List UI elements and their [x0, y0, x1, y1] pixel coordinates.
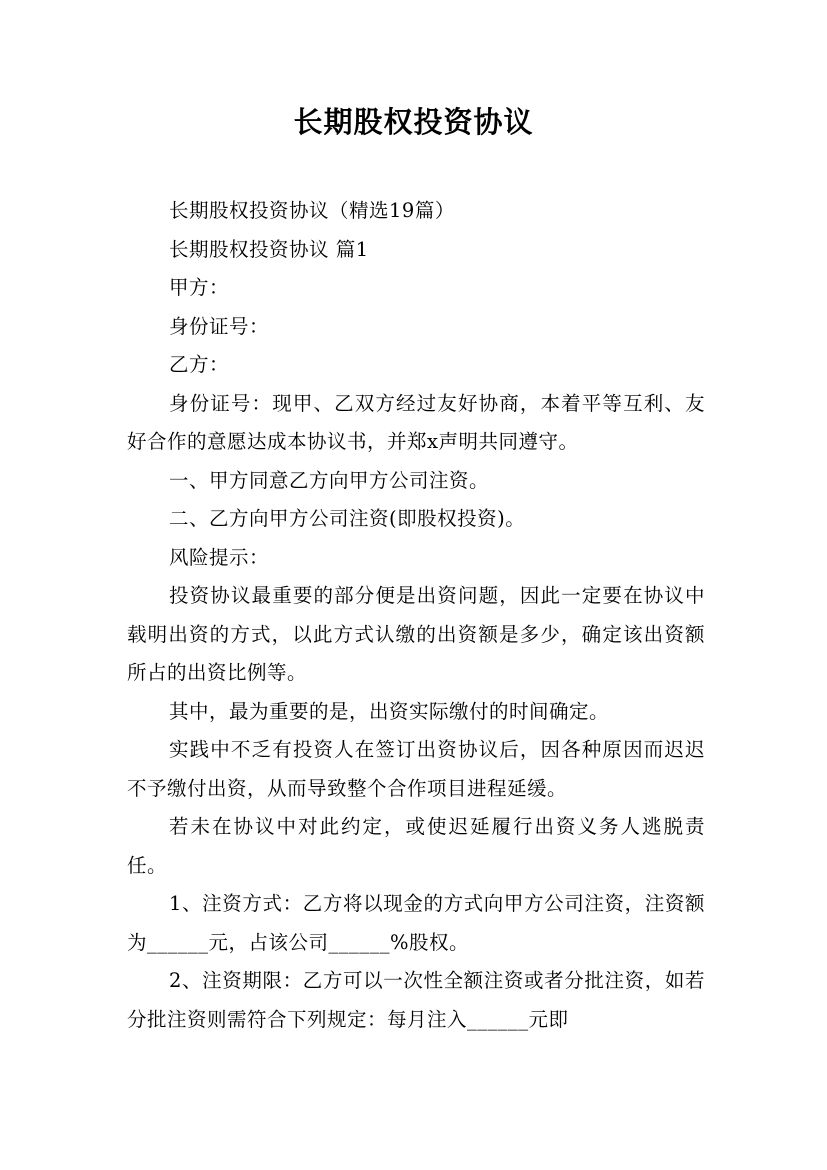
paragraph-investment-term: 2、注资期限：乙方可以一次性全额注资或者分批注资，如若分批注资则需符合下列规定：每月注入______元即	[127, 969, 705, 1031]
paragraph-chapter-title: 长期股权投资协议 篇1	[169, 237, 369, 261]
document-title: 长期股权投资协议	[293, 105, 534, 139]
paragraph-party-b: 乙方：	[169, 353, 230, 376]
paragraph-risk-2: 其中，最为重要的是，出资实际缴付的时间确定。	[169, 699, 610, 723]
paragraph-party-a: 甲方：	[169, 276, 230, 299]
paragraph-investment-method: 1、注资方式：乙方将以现金的方式向甲方公司注资，注资额为______元，占该公司______%股权。	[127, 892, 705, 954]
document-body	[127, 192, 705, 1039]
paragraph-clause-1: 一、甲方同意乙方向甲方公司注资。	[169, 468, 490, 492]
paragraph-heading-collection: 长期股权投资协议（精选19篇）	[169, 199, 455, 222]
paragraph-risk-3: 实践中不乏有投资人在签订出资协议后，因各种原因而迟迟不予缴付出资，从而导致整个合作项目进程延缓。	[127, 738, 705, 800]
paragraph-clause-2: 二、乙方向甲方公司注资(即股权投资)。	[169, 507, 526, 530]
paragraph-risk-4: 若未在协议中对此约定，或使迟延履行出资义务人逃脱责任。	[127, 815, 705, 877]
paragraph-party-a-id: 身份证号：	[169, 314, 270, 338]
paragraph-risk-heading: 风险提示：	[169, 545, 270, 569]
paragraph-party-b-id-preamble: 身份证号：现甲、乙双方经过友好协商，本着平等互利、友好合作的意愿达成本协议书，并郑x声明共同遵守。	[127, 391, 705, 453]
paragraph-risk-1: 投资协议最重要的部分便是出资问题，因此一定要在协议中载明出资的方式，以此方式认缴的出资额是多少，确定该出资额所占的出资比例等。	[127, 584, 705, 684]
